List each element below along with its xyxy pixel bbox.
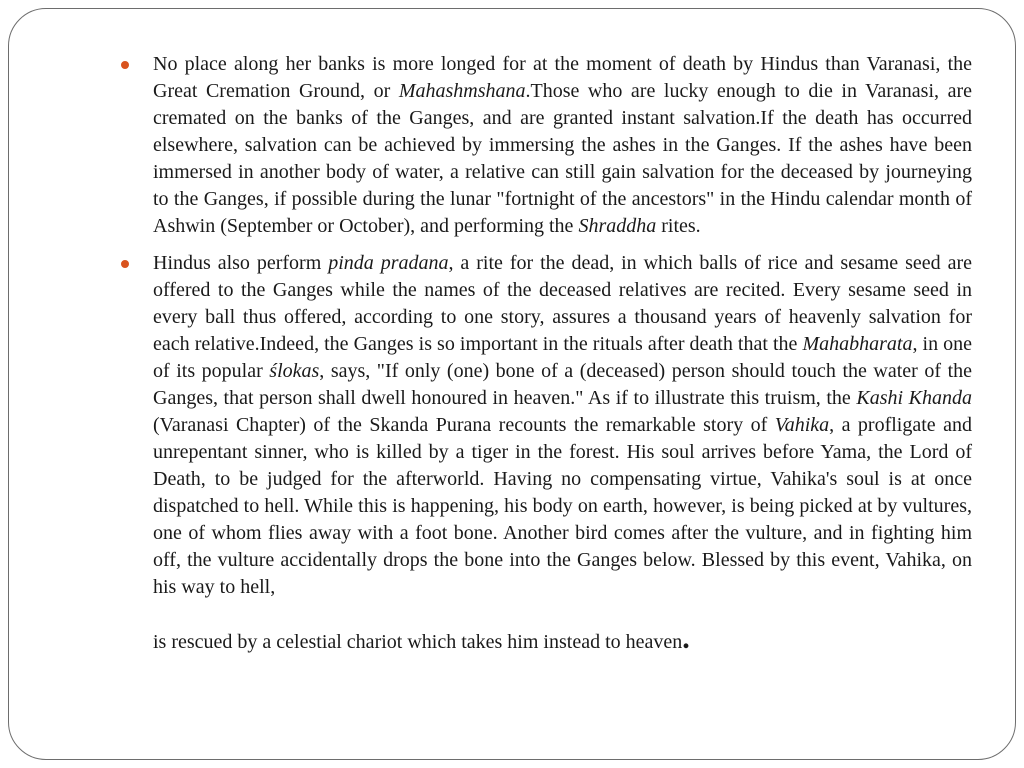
text-segment: No place along her banks is more longed for at the moment of death by Hindus than Varanasi, the Great Cremation Ground, or xyxy=(153,53,972,102)
final-line xyxy=(153,622,972,656)
bullet-dot-icon xyxy=(121,260,129,268)
text-segment: rites. xyxy=(656,215,701,237)
bullet-item-varanasi xyxy=(121,51,972,240)
bullet-item-pinda-pradana xyxy=(121,250,972,656)
final-line-text: is rescued by a celestial chariot which takes him instead to heaven xyxy=(153,631,683,653)
bullet-dot-icon xyxy=(121,61,129,69)
text-segment-italic: Vahika xyxy=(774,414,830,436)
text-segment-italic: Mahabharata xyxy=(802,333,913,355)
slide-frame xyxy=(8,8,1016,760)
text-segment: (Varanasi Chapter) of the Skanda Purana recounts the remarkable story of xyxy=(153,414,775,436)
text-segment-italic: Shraddha xyxy=(578,215,657,237)
text-segment: , in one of its popular xyxy=(153,333,972,382)
text-segment: .Those who are lucky enough to die in Varanasi, are cremated on the banks of the Ganges, and are granted instant salvation.If the death has occurred elsewhere, salvation can be achieved by immersing the ashes in the Ganges. If the ashes have been immersed in another body of water, a relative can still gain salvation for the deceased by journeying to the Ganges, if possible during the lunar "fortnight of the ancestors" in the Hindu calendar month of Ashwin (September or October), and performing the xyxy=(153,80,972,237)
text-segment-italic: ślokas xyxy=(269,360,320,382)
text-segment: Hindus also perform xyxy=(153,252,329,274)
text-segment-italic: Kashi Khanda xyxy=(856,387,972,409)
slide-content xyxy=(121,51,972,666)
text-segment: , a rite for the dead, in which balls of rice and sesame seed are offered to the Ganges while the names of the deceased relatives are recited. Every sesame seed in every ball thus offered, according to one story, assures a thousand years of heavenly salvation for each relative.Indeed, the Ganges is so important in the rituals after death that the xyxy=(153,252,972,355)
text-segment-italic: Mahashmshana xyxy=(398,80,526,102)
text-segment: , says, "If only (one) bone of a (deceased) person should touch the water of the Ganges, that person shall dwell honoured in heaven." As if to illustrate this truism, the xyxy=(153,360,972,409)
text-segment: , a profligate and unrepentant sinner, who is killed by a tiger in the forest. His soul arrives before Yama, the Lord of Death, to be judged for the afterworld. Having no compensating virtue, Vahika's soul is at once dispatched to hell. While this is happening, his body on earth, however, is being picked at by vultures, one of whom flies away with a foot bone. Another bird comes after the vulture, and in fighting him off, the vulture accidentally drops the bone into the Ganges below. Blessed by this event, Vahika, on his way to hell, xyxy=(153,414,972,598)
text-segment-italic: pinda pradana xyxy=(328,252,449,274)
final-period: . xyxy=(682,622,690,655)
